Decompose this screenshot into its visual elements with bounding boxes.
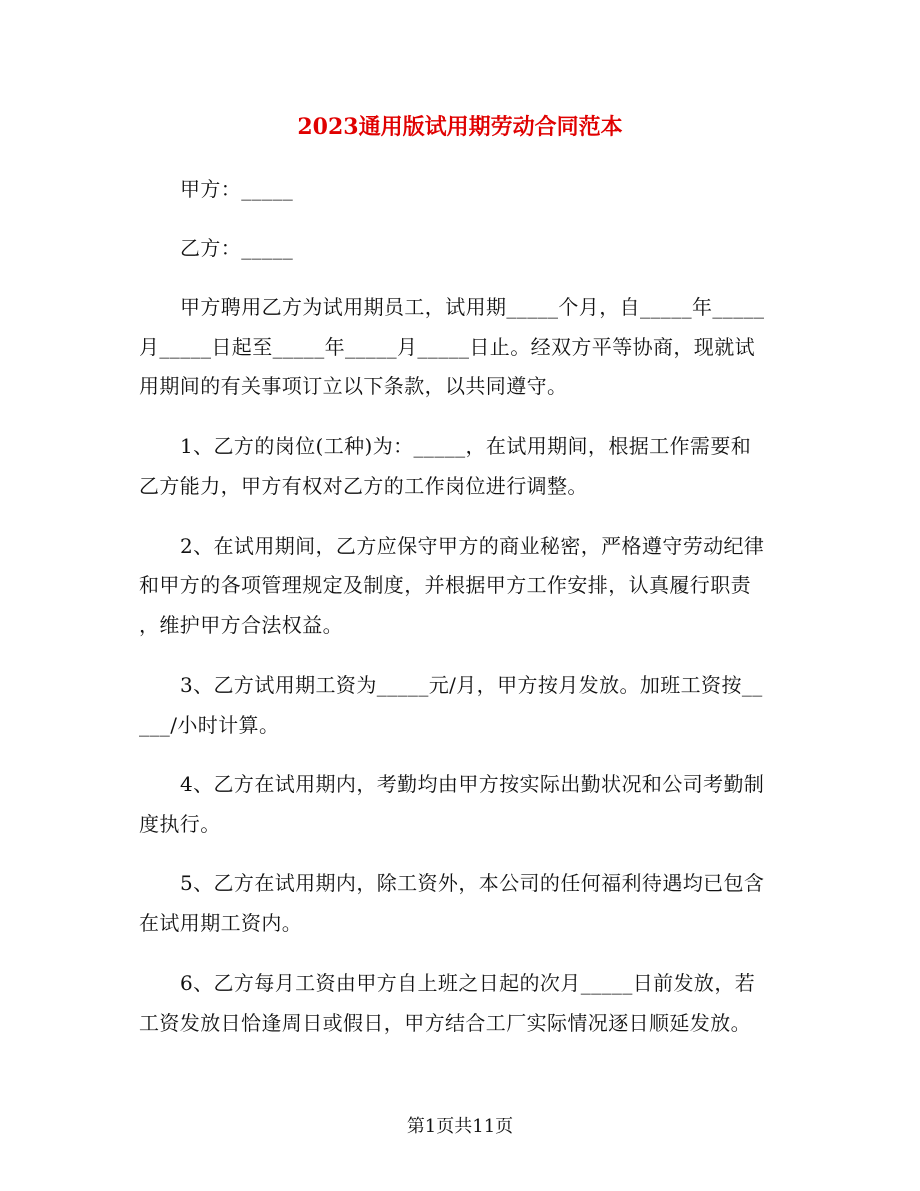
intro-paragraph-line-2: 月_____日起至_____年_____月_____日止。经双方平等协商，现就试 (139, 335, 755, 359)
clause-2-line-2: 和甲方的各项管理规定及制度，并根据甲方工作安排，认真履行职责 (139, 573, 751, 597)
clause-5-line-2: 在试用期工资内。 (139, 911, 303, 935)
clause-3-line-2: ___/小时计算。 (139, 713, 280, 737)
document-title: 2023通用版试用期劳动合同范本 (297, 114, 623, 140)
clause-1-line-2: 乙方能力，甲方有权对乙方的工作岗位进行调整。 (139, 474, 588, 498)
clause-2-line-1: 2、在试用期间，乙方应保守甲方的商业秘密，严格遵守劳动纪律 (180, 534, 765, 558)
intro-paragraph-line-3: 用期间的有关事项订立以下条款，以共同遵守。 (139, 374, 568, 398)
intro-paragraph-line-1: 甲方聘用乙方为试用期员工，试用期_____个月，自_____年_____ (180, 295, 765, 319)
clause-6-line-1: 6、乙方每月工资由甲方自上班之日起的次月_____日前发放，若 (180, 971, 756, 995)
clause-4-line-2: 度执行。 (139, 812, 221, 836)
party-b-line: 乙方：_____ (180, 236, 294, 260)
clause-5-line-1: 5、乙方在试用期内，除工资外，本公司的任何福利待遇均已包含 (180, 871, 765, 895)
clause-4-line-1: 4、乙方在试用期内，考勤均由甲方按实际出勤状况和公司考勤制 (180, 772, 765, 796)
page-indicator: 第1页共11页 (406, 1116, 514, 1137)
clause-6-line-2: 工资发放日恰逢周日或假日，甲方结合工厂实际情况逐日顺延发放。 (139, 1011, 751, 1035)
clause-2-line-3: ，维护甲方合法权益。 (139, 613, 343, 637)
party-a-line: 甲方：_____ (180, 177, 294, 201)
clause-1-line-1: 1、乙方的岗位(工种)为：_____，在试用期间，根据工作需要和 (180, 434, 752, 458)
clause-3-line-1: 3、乙方试用期工资为_____元/月，甲方按月发放。加班工资按__ (180, 673, 763, 697)
